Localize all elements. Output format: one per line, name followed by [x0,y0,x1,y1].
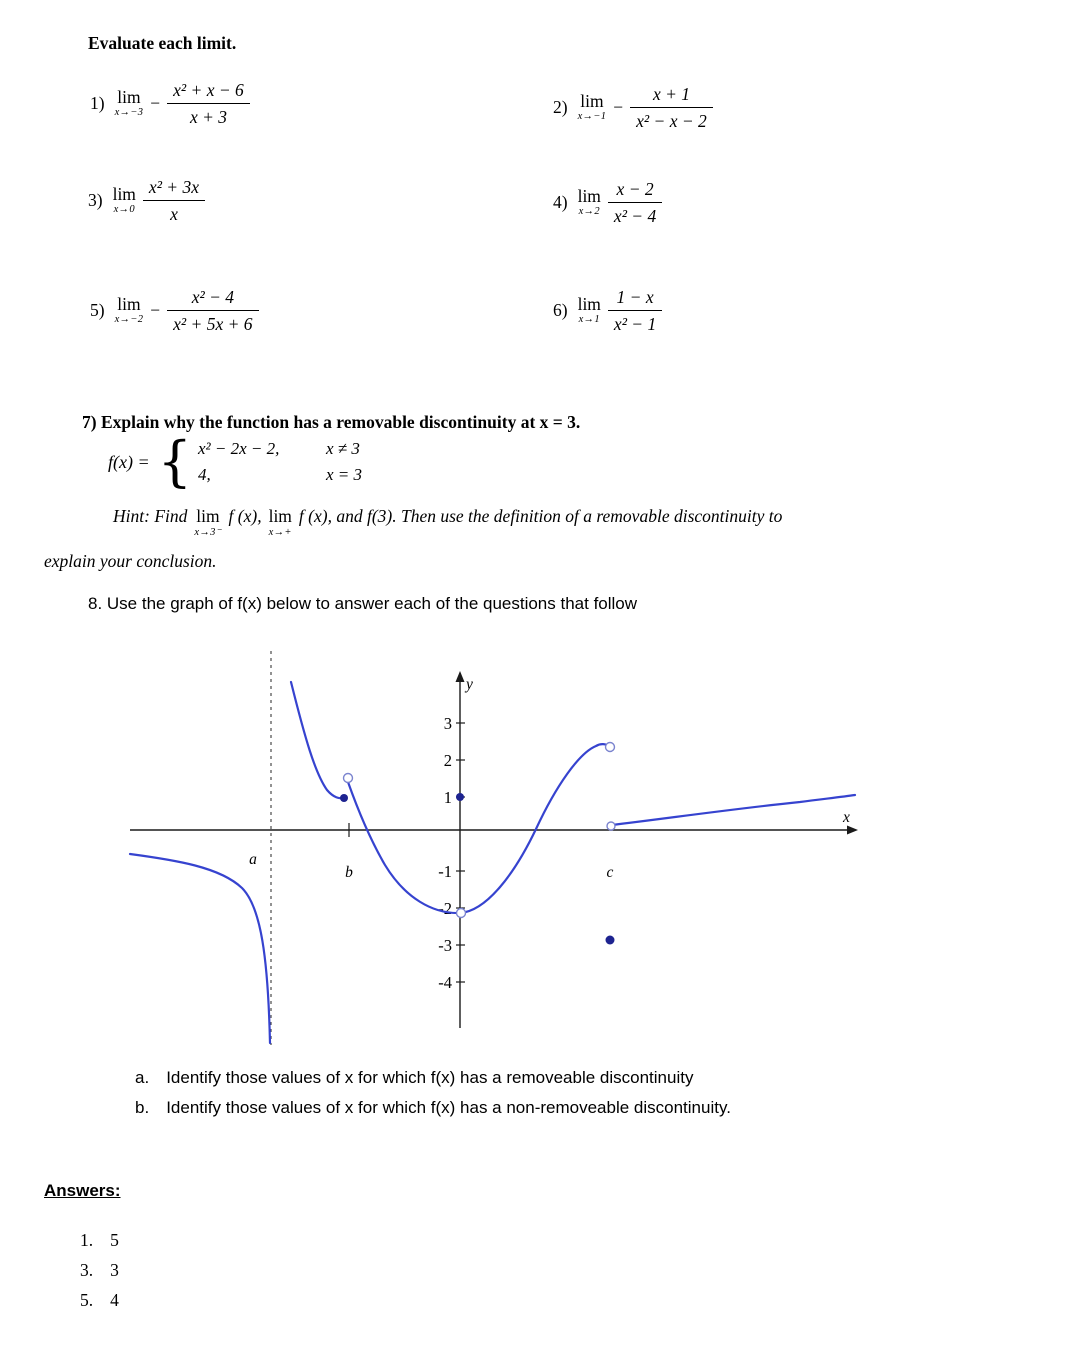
question-item-b [135,1098,731,1118]
fx-graph [115,643,875,1055]
function-name: f(x) = [108,451,150,472]
item-text: Identify those values of x for which f(x) has a non-removeable discontinuity. [166,1098,731,1117]
curve-right-branch [612,795,855,825]
problem-number: 5) [90,300,105,321]
hint-line [113,506,782,538]
question-item-a [135,1068,693,1088]
problem-2 [553,84,713,131]
limit-operator: lim x→2 [577,185,601,218]
filled-point-c-negative-three [606,936,615,945]
minus-sign: − [613,97,624,118]
answer-number: 5. [80,1290,94,1310]
answer-item [80,1230,119,1251]
fraction: $\frac{x - 2}{\text{x² − 4}}$ [608,179,662,226]
problem-1 [90,80,250,127]
point-label-b: b [345,864,353,881]
piecewise-function [108,430,363,493]
curve-left-branch [130,854,270,1043]
x-axis-arrow-icon [847,826,858,835]
answers-heading: Answers: [44,1181,121,1200]
answer-value: 3 [110,1260,119,1280]
item-label: b. [135,1098,150,1117]
problem-6 [553,287,662,334]
brace: { [157,430,192,493]
curve-descending-branch [291,682,344,798]
y-tick-label: -1 [438,862,452,881]
problem-5 [90,287,259,334]
y-tick-label: 1 [443,788,452,807]
fraction: $\frac{1 - x}{\text{x² − 1}}$ [608,287,662,334]
worksheet-title: Evaluate each limit. [88,33,237,53]
problem-number: 4) [553,192,568,213]
answer-number: 1. [80,1230,94,1250]
limit-operator: lim x→+ [268,506,292,538]
filled-point-zero-one [456,793,464,801]
limit-operator: lim x→0 [112,183,136,216]
y-axis-arrow-icon [456,671,465,682]
minus-sign: − [150,300,161,321]
y-tick-label: 3 [443,714,452,733]
point-label-c: c [606,864,614,881]
answer-value: 4 [110,1290,119,1310]
y-tick-label: -4 [438,973,452,992]
answer-value: 5 [110,1230,119,1250]
case-1-expression: x² − 2x − 2, [197,439,280,458]
y-tick-label: 2 [443,751,452,770]
fraction: $\frac{\text{x² + x − 6}}{x + 3}$ [167,80,250,127]
open-point-at-c-top [606,743,615,752]
fraction: $\frac{x + 1}{\text{x² − x − 2}}$ [630,84,713,131]
item-label: a. [135,1068,150,1087]
answer-item [80,1260,119,1281]
piecewise-cases [198,439,362,485]
case-1-condition: x ≠ 3 [325,439,360,458]
limit-operator: lim x→3⁻ [194,506,222,538]
hint-mid: f (x), [228,506,262,526]
answer-number: 3. [80,1260,94,1280]
case-2-condition: x = 3 [325,465,363,484]
y-axis-label: y [466,676,473,693]
problem-number: 2) [553,97,568,118]
filled-point-near-b [340,794,348,802]
open-point-at-c-axis [607,822,615,830]
answer-item [80,1290,119,1311]
fraction: $\frac{\text{x² + 3x}}{x}$ [143,177,205,224]
item-text: Identify those values of x for which f(x) has a removeable discontinuity [166,1068,694,1087]
x-axis-label: x [843,809,850,826]
minus-sign: − [150,93,161,114]
hint-rest: f (x), and f(3). Then use the definition of a removable discontinuity to [298,506,783,526]
problem-number: 6) [553,300,568,321]
limit-operator: lim x→1 [577,293,601,326]
open-point-near-b [344,774,353,783]
case-2-expression: 4, [197,465,211,484]
problem-number: 3) [88,190,103,211]
problem-4 [553,179,662,226]
hint-line-2: explain your conclusion. [44,551,217,571]
limit-operator: lim x→−2 [114,293,144,326]
curve-middle-branch [348,744,608,913]
limit-operator: lim x→−3 [114,86,144,119]
problem-7-heading: 7) Explain why the function has a removable discontinuity at x = 3. [82,412,581,432]
fraction: $\frac{\text{x² − 4}}{\text{x² + 5x + 6}}$ [167,287,258,334]
y-tick-label: -2 [438,899,452,918]
problem-3 [88,177,205,224]
limit-operator: lim x→−1 [577,90,607,123]
hint-prefix: Hint: Find [113,506,188,526]
y-tick-label: -3 [438,936,452,955]
problem-8-heading: 8. Use the graph of f(x) below to answer each of the questions that follow [88,594,638,613]
open-point-at-minimum [457,909,466,918]
problem-number: 1) [90,93,105,114]
point-label-a: a [249,851,257,868]
